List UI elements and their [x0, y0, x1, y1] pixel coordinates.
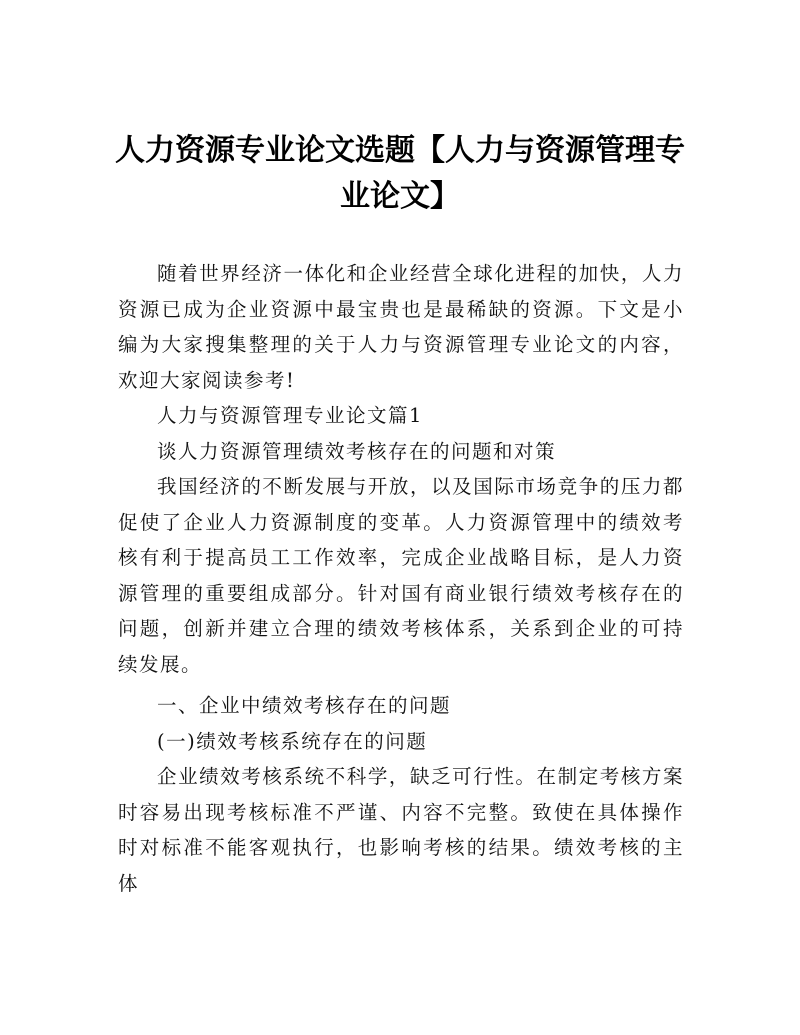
section-heading: 一、企业中绩效考核存在的问题 [157, 694, 452, 717]
article-section-label: 人力与资源管理专业论文篇1 [157, 404, 423, 427]
subsection-heading: (一)绩效考核系统存在的问题 [157, 729, 428, 753]
article-opening-paragraph: 我国经济的不断发展与开放，以及国际市场竞争的压力都促使了企业人力资源制度的变革。人力资源管理中的绩效考核有利于提高员工工作效率，完成企业战略目标，是人力资源管理的重要组成部分。针对国有商业银行绩效考核存在的问题，创新并建立合理的绩效考核体系，关系到企业的可持续发展。 [118, 475, 684, 676]
document-body [118, 256, 684, 901]
document-title: 人力资源专业论文选题【人力与资源管理专业论文】 [115, 133, 685, 214]
subsection-paragraph: 企业绩效考核系统不科学，缺乏可行性。在制定考核方案时容易出现考核标准不严谨、内容不完整。致使在具体操作时对标准不能客观执行，也影响考核的结果。绩效考核的主体 [118, 765, 684, 895]
article-title: 谈人力资源管理绩效考核存在的问题和对策 [157, 439, 557, 463]
intro-paragraph: 随着世界经济一体化和企业经营全球化进程的加快，人力资源已成为企业资源中最宝贵也是最稀缺的资源。下文是小编为大家搜集整理的关于人力与资源管理专业论文的内容，欢迎大家阅读参考! [118, 262, 684, 392]
